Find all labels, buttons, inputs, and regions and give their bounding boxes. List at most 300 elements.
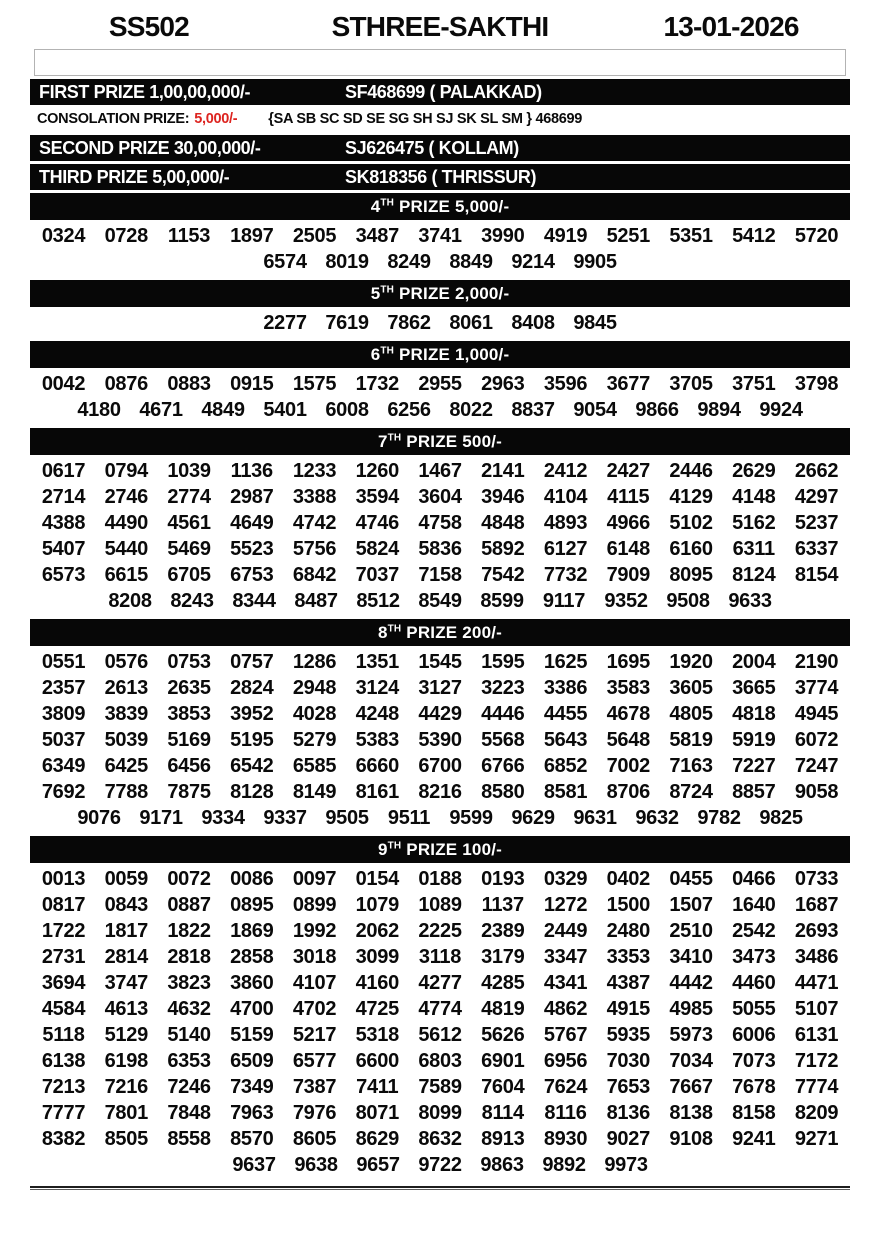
winning-number: 7158 [418, 564, 462, 586]
winning-number: 9905 [573, 251, 617, 273]
winning-number: 4388 [41, 512, 86, 534]
winning-number: 0876 [104, 373, 148, 395]
winning-number: 6901 [481, 1050, 525, 1072]
winning-number-row [30, 249, 850, 275]
winning-number: 5390 [418, 729, 462, 751]
winning-number-row [30, 1126, 850, 1152]
winning-number: 4919 [543, 225, 588, 247]
winning-number: 1869 [230, 920, 274, 942]
winning-number: 4746 [355, 512, 399, 534]
winning-number: 2062 [355, 920, 399, 942]
winning-number: 3741 [418, 225, 462, 247]
winning-number: 5469 [167, 538, 211, 560]
winning-number: 9511 [387, 807, 431, 829]
winning-number: 8512 [356, 590, 400, 612]
winning-number: 5568 [481, 729, 525, 751]
winning-number: 9845 [573, 312, 617, 334]
winning-number: 7976 [292, 1102, 337, 1124]
winning-number: 5407 [41, 538, 86, 560]
winning-number: 1286 [292, 651, 337, 673]
winning-number: 6353 [167, 1050, 211, 1072]
prize-ordinal-suffix: TH [380, 345, 395, 357]
winning-number: 9825 [759, 807, 803, 829]
winning-number: 7227 [732, 755, 776, 777]
winning-number: 9631 [573, 807, 617, 829]
winning-number: 2662 [794, 460, 839, 482]
winning-number: 1467 [418, 460, 462, 482]
winning-number: 6138 [41, 1050, 86, 1072]
winning-number: 7213 [41, 1076, 86, 1098]
winning-number: 5217 [292, 1024, 337, 1046]
winning-number: 4945 [794, 703, 839, 725]
winning-number: 5107 [794, 998, 839, 1020]
winning-number-row [30, 371, 850, 397]
winning-number: 5039 [104, 729, 148, 751]
prize-sections [30, 193, 850, 1180]
winning-number: 5351 [669, 225, 713, 247]
winning-number: 2963 [481, 373, 525, 395]
winning-number: 8061 [449, 312, 493, 334]
winning-number: 7862 [387, 312, 431, 334]
winning-number: 4446 [481, 703, 525, 725]
winning-number: 6956 [543, 1050, 588, 1072]
winning-number: 5401 [263, 399, 307, 421]
winning-number: 2480 [606, 920, 650, 942]
winning-number: 1507 [669, 894, 713, 916]
winning-number: 1722 [41, 920, 86, 942]
winning-number: 6573 [41, 564, 86, 586]
winning-number: 4966 [606, 512, 650, 534]
winning-number: 7619 [325, 312, 369, 334]
winning-number: 4649 [230, 512, 274, 534]
winning-number: 7246 [167, 1076, 211, 1098]
winning-number-row [30, 1048, 850, 1074]
winning-number: 9505 [325, 807, 369, 829]
winning-number: 0193 [481, 868, 525, 890]
winning-number: 0728 [104, 225, 148, 247]
winning-number: 8581 [543, 781, 588, 803]
winning-number: 2955 [418, 373, 462, 395]
winning-number: 8549 [418, 590, 462, 612]
winning-number: 8019 [325, 251, 369, 273]
winning-number: 4774 [418, 998, 462, 1020]
winning-number: 2824 [230, 677, 274, 699]
winning-number: 0757 [230, 651, 274, 673]
winning-number-row [30, 484, 850, 510]
prize-section [30, 280, 850, 338]
winning-number-row [30, 918, 850, 944]
winning-number: 3853 [167, 703, 211, 725]
winning-number: 7349 [230, 1076, 274, 1098]
winning-number: 5626 [481, 1024, 525, 1046]
winning-number: 6803 [418, 1050, 462, 1072]
winning-number: 9973 [604, 1154, 648, 1176]
winning-number: 8849 [449, 251, 493, 273]
winning-number: 1079 [355, 894, 399, 916]
winning-number: 5169 [167, 729, 211, 751]
winning-number: 8382 [41, 1128, 86, 1150]
winning-number: 9027 [606, 1128, 650, 1150]
winning-number: 2449 [543, 920, 588, 942]
winning-number: 2635 [167, 677, 211, 699]
prize-section [30, 193, 850, 277]
winning-number: 1595 [481, 651, 525, 673]
winning-number: 4758 [418, 512, 462, 534]
winning-number: 3823 [167, 972, 211, 994]
winning-number: 7163 [669, 755, 713, 777]
winning-number: 3410 [669, 946, 713, 968]
winning-number: 5055 [732, 998, 776, 1020]
winning-number: 0072 [167, 868, 211, 890]
winning-number: 4632 [167, 998, 211, 1020]
winning-number-row [30, 510, 850, 536]
first-prize-label: FIRST PRIZE 1,00,00,000/- [39, 81, 251, 102]
winning-number: 6256 [387, 399, 431, 421]
winning-number-row [30, 779, 850, 805]
winning-number: 1695 [606, 651, 650, 673]
winning-number: 4460 [732, 972, 776, 994]
winning-number: 6852 [543, 755, 588, 777]
winning-number: 8706 [606, 781, 650, 803]
bottom-divider [30, 1186, 850, 1190]
winning-number: 7002 [606, 755, 650, 777]
winning-number: 2814 [104, 946, 148, 968]
winning-number: 8249 [387, 251, 431, 273]
winning-number: 1822 [167, 920, 211, 942]
winning-number: 8124 [732, 564, 776, 586]
third-prize-bar [30, 164, 850, 190]
winning-number: 5720 [794, 225, 839, 247]
winning-number: 7788 [104, 781, 148, 803]
prize-section [30, 619, 850, 833]
prize-ordinal: 9 [377, 840, 388, 859]
winning-number: 4700 [230, 998, 274, 1020]
winning-number: 2225 [418, 920, 462, 942]
winning-number: 8149 [292, 781, 337, 803]
winning-number: 1575 [292, 373, 337, 395]
third-prize-winner: SK818356 ( THRISSUR) [345, 166, 537, 187]
winning-number: 5279 [292, 729, 337, 751]
winning-number: 3596 [543, 373, 588, 395]
winning-number: 3747 [104, 972, 148, 994]
prize-title-rest: PRIZE 500/- [401, 432, 503, 451]
winning-number-rows [30, 863, 850, 1180]
winning-number: 4671 [139, 399, 183, 421]
winning-number-rows [30, 307, 850, 338]
winning-number: 7387 [292, 1076, 337, 1098]
prize-ordinal-suffix: TH [387, 623, 402, 635]
winning-number: 9892 [542, 1154, 586, 1176]
winning-number: 8114 [481, 1102, 524, 1124]
empty-header-box [34, 49, 846, 76]
winning-number: 6337 [794, 538, 839, 560]
winning-number-row [30, 310, 850, 336]
prize-section [30, 341, 850, 425]
winning-number-row [30, 675, 850, 701]
winning-number: 1817 [104, 920, 148, 942]
winning-number: 2004 [732, 651, 776, 673]
winning-number: 6509 [230, 1050, 274, 1072]
second-prize-label: SECOND PRIZE 30,00,000/- [39, 137, 261, 158]
winning-number: 9337 [263, 807, 307, 829]
winning-number: 5523 [230, 538, 274, 560]
prize-ordinal-suffix: TH [380, 284, 395, 296]
winning-number-row [30, 1152, 850, 1178]
winning-number: 3118 [418, 946, 462, 968]
winning-number: 3583 [606, 677, 650, 699]
draw-code: SS502 [108, 11, 189, 42]
winning-number: 0551 [41, 651, 86, 673]
winning-number: 5892 [481, 538, 525, 560]
winning-number: 3751 [732, 373, 776, 395]
winning-number: 9214 [511, 251, 555, 273]
winning-number: 5643 [543, 729, 588, 751]
winning-number: 8857 [732, 781, 776, 803]
winning-number: 2613 [104, 677, 148, 699]
winning-number: 3124 [355, 677, 399, 699]
prize-section-header [30, 619, 850, 646]
winning-number: 0097 [292, 868, 337, 890]
winning-number: 0324 [41, 225, 86, 247]
prize-ordinal-suffix: TH [387, 432, 402, 444]
winning-number: 6425 [104, 755, 148, 777]
winning-number: 2714 [41, 486, 86, 508]
winning-number: 4148 [732, 486, 776, 508]
winning-number: 1089 [418, 894, 462, 916]
winning-number: 0188 [418, 868, 462, 890]
winning-number: 8095 [669, 564, 713, 586]
winning-number: 8128 [230, 781, 274, 803]
winning-number: 8138 [669, 1102, 713, 1124]
winning-number: 8580 [481, 781, 525, 803]
winning-number: 1272 [543, 894, 588, 916]
winning-number: 8136 [606, 1102, 650, 1124]
prize-section-header [30, 836, 850, 863]
winning-number: 7963 [230, 1102, 274, 1124]
winning-number: 7542 [481, 564, 525, 586]
winning-number: 6753 [230, 564, 274, 586]
consolation-amount: 5,000/- [194, 110, 238, 127]
winning-number: 4818 [732, 703, 776, 725]
winning-number: 9508 [666, 590, 710, 612]
winning-number: 3809 [41, 703, 86, 725]
winning-number-row [30, 536, 850, 562]
winning-number: 0154 [355, 868, 399, 890]
winning-number: 5973 [669, 1024, 713, 1046]
winning-number: 7653 [606, 1076, 650, 1098]
winning-number-row [30, 944, 850, 970]
winning-number: 4613 [104, 998, 148, 1020]
winning-number: 6577 [292, 1050, 337, 1072]
winning-number: 3347 [543, 946, 588, 968]
winning-number: 5102 [669, 512, 713, 534]
winning-number: 2731 [41, 946, 86, 968]
winning-number: 5819 [669, 729, 713, 751]
winning-number-row [30, 701, 850, 727]
winning-number: 4915 [606, 998, 650, 1020]
winning-number: 4115 [607, 486, 650, 508]
winning-number: 3839 [104, 703, 148, 725]
winning-number-row [30, 892, 850, 918]
winning-number: 5756 [292, 538, 337, 560]
winning-number: 8570 [230, 1128, 274, 1150]
winning-number: 9629 [511, 807, 555, 829]
winning-number: 9108 [669, 1128, 713, 1150]
prize-title-rest: PRIZE 1,000/- [394, 345, 510, 364]
winning-number: 9637 [232, 1154, 276, 1176]
winning-number: 5412 [732, 225, 776, 247]
winning-number: 7667 [669, 1076, 713, 1098]
winning-number: 6766 [481, 755, 525, 777]
winning-number: 0733 [794, 868, 839, 890]
winning-number: 6574 [263, 251, 307, 273]
winning-number: 1732 [355, 373, 399, 395]
winning-number: 0915 [230, 373, 274, 395]
winning-number: 4725 [355, 998, 399, 1020]
prize-title-rest: PRIZE 5,000/- [394, 197, 510, 216]
prize-ordinal: 6 [370, 345, 381, 364]
winning-number: 3223 [481, 677, 525, 699]
winning-number: 4297 [794, 486, 839, 508]
prize-ordinal: 8 [377, 623, 388, 642]
winning-number: 2818 [167, 946, 211, 968]
winning-number: 4678 [606, 703, 650, 725]
third-prize-label: THIRD PRIZE 5,00,000/- [39, 166, 230, 187]
winning-number: 7624 [543, 1076, 588, 1098]
winning-number-row [30, 223, 850, 249]
prize-title-rest: PRIZE 100/- [401, 840, 503, 859]
winning-number: 3353 [606, 946, 650, 968]
winning-number: 1897 [230, 225, 274, 247]
winning-number: 4129 [669, 486, 713, 508]
winning-number: 4248 [355, 703, 399, 725]
second-prize-bar [30, 135, 850, 161]
winning-number: 0895 [230, 894, 274, 916]
winning-number: 8558 [167, 1128, 211, 1150]
prize-ordinal-suffix: TH [380, 197, 395, 209]
winning-number: 0466 [732, 868, 776, 890]
winning-number: 9171 [139, 807, 183, 829]
winning-number: 0402 [606, 868, 650, 890]
winning-number: 5440 [104, 538, 148, 560]
winning-number: 3127 [418, 677, 462, 699]
winning-number: 6127 [543, 538, 588, 560]
first-prize-winner: SF468699 ( PALAKKAD) [345, 81, 542, 102]
winning-number: 0042 [41, 373, 86, 395]
winning-number: 2505 [292, 225, 337, 247]
winning-number: 7037 [355, 564, 399, 586]
winning-number: 8930 [543, 1128, 588, 1150]
winning-number-row [30, 866, 850, 892]
winning-number: 5159 [230, 1024, 274, 1046]
winning-number: 6198 [104, 1050, 148, 1072]
winning-number-row [30, 805, 850, 831]
winning-number: 3605 [669, 677, 713, 699]
winning-number: 3990 [481, 225, 525, 247]
prize-section-header [30, 341, 850, 368]
winning-number: 4285 [481, 972, 525, 994]
winning-number: 6008 [325, 399, 369, 421]
winning-number: 9076 [77, 807, 121, 829]
winning-number-rows [30, 368, 850, 425]
winning-number: 9863 [480, 1154, 524, 1176]
winning-number: 9352 [604, 590, 648, 612]
winning-number: 4387 [606, 972, 650, 994]
winning-number: 8216 [418, 781, 462, 803]
winning-number: 0887 [167, 894, 211, 916]
winning-number: 4160 [355, 972, 399, 994]
winning-number: 9866 [635, 399, 679, 421]
winning-number: 4107 [292, 972, 337, 994]
winning-number: 0883 [167, 373, 211, 395]
winning-number: 7073 [732, 1050, 776, 1072]
winning-number: 7604 [481, 1076, 525, 1098]
winning-number: 2774 [167, 486, 211, 508]
winning-number: 8913 [481, 1128, 525, 1150]
winning-number: 0329 [543, 868, 588, 890]
winning-number: 4442 [669, 972, 713, 994]
winning-number: 2510 [669, 920, 713, 942]
winning-number: 2693 [794, 920, 839, 942]
winning-number: 1687 [794, 894, 839, 916]
winning-number: 5162 [732, 512, 776, 534]
winning-number: 7801 [104, 1102, 148, 1124]
winning-number: 2948 [292, 677, 337, 699]
consolation-prize-row [30, 105, 850, 132]
lottery-name: STHREE-SAKTHI [331, 11, 549, 42]
winning-number: 4429 [418, 703, 462, 725]
winning-number: 5612 [418, 1024, 462, 1046]
winning-number: 6600 [355, 1050, 399, 1072]
winning-number: 3952 [230, 703, 274, 725]
winning-number: 3486 [794, 946, 839, 968]
winning-number: 4985 [669, 998, 713, 1020]
winning-number: 3665 [732, 677, 776, 699]
winning-number: 5648 [606, 729, 650, 751]
winning-number: 7411 [356, 1076, 399, 1098]
winning-number: 9782 [697, 807, 741, 829]
winning-number: 7030 [606, 1050, 650, 1072]
winning-number: 1640 [732, 894, 776, 916]
winning-number: 4893 [543, 512, 588, 534]
winning-number-rows [30, 220, 850, 277]
winning-number: 8837 [511, 399, 555, 421]
winning-number: 3604 [418, 486, 462, 508]
winning-number: 1625 [543, 651, 588, 673]
winning-number: 8344 [232, 590, 276, 612]
winning-number: 7216 [104, 1076, 148, 1098]
winning-number: 3099 [355, 946, 399, 968]
title-row [30, 10, 850, 44]
winning-number: 8605 [292, 1128, 337, 1150]
winning-number: 9117 [542, 590, 586, 612]
winning-number: 2858 [230, 946, 274, 968]
winning-number: 8505 [104, 1128, 148, 1150]
winning-number: 3694 [41, 972, 86, 994]
winning-number: 6456 [167, 755, 211, 777]
winning-number: 1039 [167, 460, 211, 482]
winning-number: 3487 [355, 225, 399, 247]
winning-number: 0817 [41, 894, 86, 916]
prize-ordinal: 4 [370, 197, 381, 216]
winning-number: 8158 [732, 1102, 776, 1124]
prize-ordinal: 5 [370, 284, 381, 303]
winning-number: 3774 [794, 677, 839, 699]
winning-number: 5195 [230, 729, 274, 751]
winning-number: 2141 [481, 460, 525, 482]
winning-number: 5237 [794, 512, 839, 534]
winning-number: 9722 [418, 1154, 462, 1176]
